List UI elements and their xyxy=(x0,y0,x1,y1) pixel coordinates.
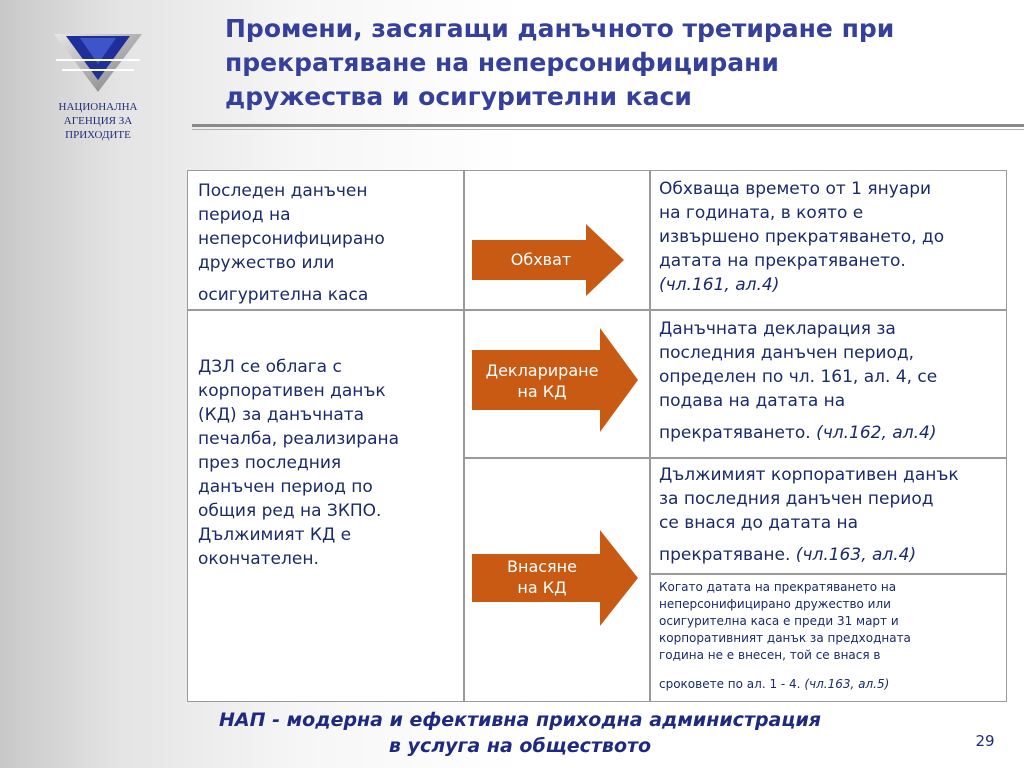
cell-text-line: Дължимият корпоративен данък xyxy=(659,465,959,485)
title-divider xyxy=(192,124,1024,127)
cell-text-line: осигурителна каса xyxy=(198,285,369,305)
page-number: 29 xyxy=(975,732,995,750)
cell-text-line: определен по чл. 161, ал. 4, се xyxy=(659,367,938,387)
cell-declaration-description xyxy=(650,310,1007,458)
payment-arrow-label xyxy=(472,556,612,598)
arrow-label-line: на КД xyxy=(517,382,567,401)
legal-reference: (чл.163, ал.5) xyxy=(804,677,890,691)
arrow-label-line: Деклариране xyxy=(485,361,599,380)
title-line: дружества и осигурителни каси xyxy=(225,82,692,111)
cell-text-line xyxy=(659,421,998,445)
agency-name-line: АГЕНЦИЯ ЗА xyxy=(63,115,133,127)
cell-corporate-tax-note xyxy=(187,310,464,702)
legal-reference: (чл.162, ал.4) xyxy=(816,423,937,443)
cell-text-line: (КД) за данъчната xyxy=(198,405,365,425)
cell-text-tail: прекратяване. xyxy=(659,545,791,565)
title-line: Промени, засягащи данъчното третиране при xyxy=(225,14,895,43)
cell-text-line: печалба, реализирана xyxy=(198,429,400,449)
cell-text-line: датата на прекратяването. xyxy=(659,251,906,271)
cell-text-line: извършено прекратяването, до xyxy=(659,227,945,247)
legal-reference: (чл.163, ал.4) xyxy=(795,545,917,565)
cell-text-line xyxy=(659,543,998,567)
cell-text-line: Обхваща времето от 1 януари xyxy=(659,179,932,199)
cell-text-line xyxy=(659,676,998,693)
cell-text-line: осигурителна каса е преди 31 март и xyxy=(659,614,899,628)
cell-payment-description xyxy=(650,458,1007,574)
cell-text-line: последния данъчен период, xyxy=(659,343,915,363)
footer-line: НАП - модерна и ефективна приходна администрация xyxy=(219,709,821,731)
cell-text-line: ДЗЛ се облага с xyxy=(198,357,342,377)
cell-text-line: неперсонифицирано дружество или xyxy=(659,597,891,611)
agency-name xyxy=(40,100,156,142)
footer-line: в услуга на обществото xyxy=(388,735,652,757)
cell-payment-exception xyxy=(650,574,1007,702)
cell-text-line: корпоративен данък xyxy=(198,381,386,401)
cell-text-line: за последния данъчен период xyxy=(659,489,934,509)
arrow-label-line: Внасяне xyxy=(507,557,577,576)
agency-name-line: ПРИХОДИТЕ xyxy=(65,129,131,141)
agency-emblem-icon xyxy=(50,30,146,96)
cell-text-line: година не е внесен, той се внася в xyxy=(659,648,881,662)
title-line: прекратяване на неперсонифицирани xyxy=(225,48,779,77)
cell-text-line: данъчен период по xyxy=(198,477,373,497)
cell-text-line: Данъчната декларация за xyxy=(659,319,896,339)
arrow-label-line: Обхват xyxy=(510,250,572,269)
cell-text-line: Последен данъчен xyxy=(198,181,368,201)
cell-text-tail: сроковете по ал. 1 - 4. xyxy=(659,677,801,691)
cell-text-line: Дължимият КД е xyxy=(198,525,352,545)
declaration-arrow-label xyxy=(470,360,614,402)
agency-name-line: НАЦИОНАЛНА xyxy=(58,101,138,113)
legal-reference: (чл.161, ал.4) xyxy=(659,275,780,295)
cell-text-tail: прекратяването. xyxy=(659,423,811,443)
cell-text-line: дружество или xyxy=(198,253,335,273)
cell-scope-description xyxy=(650,170,1007,310)
cell-last-tax-period xyxy=(187,170,464,310)
agency-logo xyxy=(38,30,158,96)
cell-text-line: окончателен. xyxy=(198,549,319,569)
title-divider-thin xyxy=(192,129,1024,130)
slide-footer-slogan xyxy=(140,707,900,759)
cell-text-line: Когато датата на прекратяването на xyxy=(659,580,897,594)
cell-text-line: корпоративният данък за предходната xyxy=(659,631,911,645)
cell-text-line: през последния xyxy=(198,453,342,473)
cell-text-line: на годината, в която е xyxy=(659,203,864,223)
slide-title xyxy=(225,12,1005,114)
arrow-label-line: на КД xyxy=(517,578,567,597)
cell-text-line: неперсонифицирано xyxy=(198,229,385,249)
scope-arrow-label xyxy=(472,249,610,270)
cell-text-line: период на xyxy=(198,205,291,225)
cell-text-line: се внася до датата на xyxy=(659,513,859,533)
cell-text-line: общия ред на ЗКПО. xyxy=(198,501,382,521)
cell-text-line: подава на датата на xyxy=(659,391,846,411)
